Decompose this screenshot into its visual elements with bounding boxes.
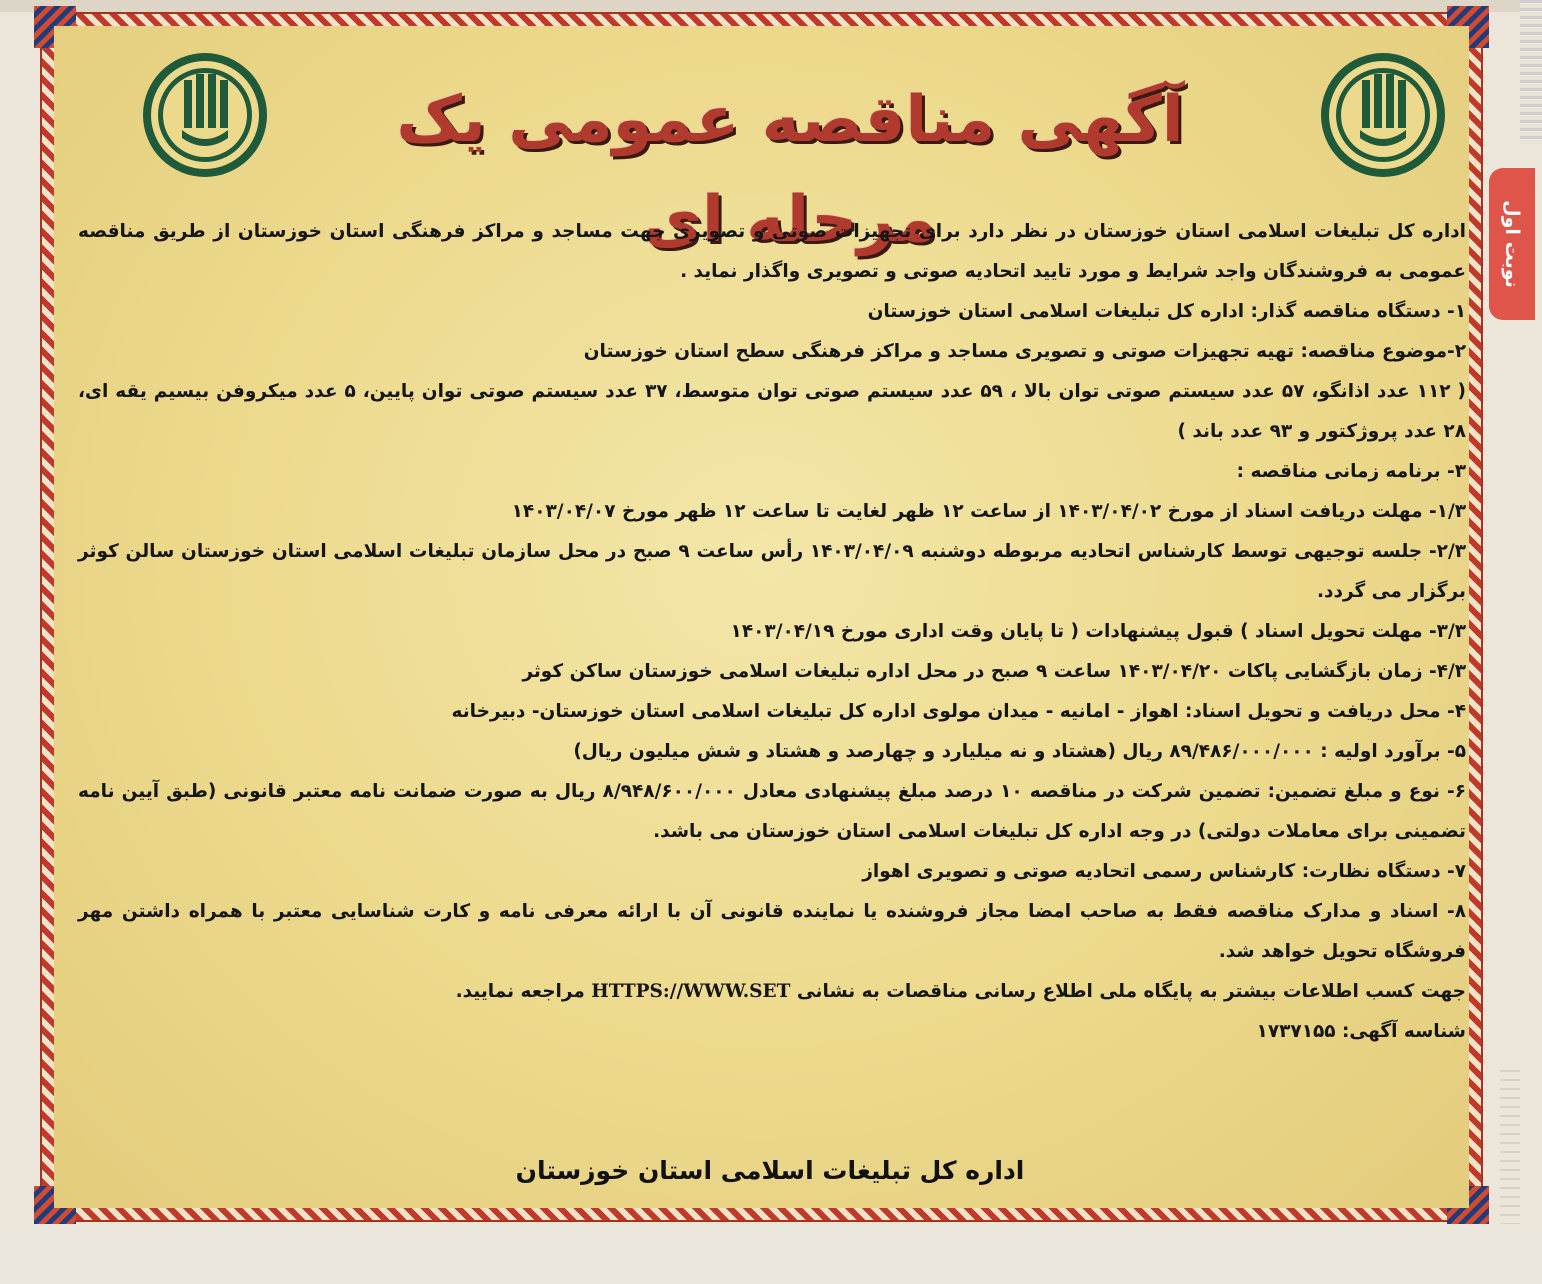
more-info-url: HTTPS://WWW.SET (591, 981, 791, 1002)
issuer-signature: اداره کل تبلیغات اسلامی استان خوزستان (515, 1156, 1025, 1185)
newspaper-margin (0, 1224, 1542, 1284)
newspaper-edge (0, 0, 1542, 12)
more-info-line (78, 972, 1466, 1012)
intro-paragraph: اداره کل تبلیغات اسلامی استان خوزستان در نظر دارد برای تجهیزات صوتی و تصویری جهت مساجد و مراکز فرهنگی استان خوزستان از طریق مناقصه عمومی به فروشندگان واجد شرایط و مورد تایید اتحادیه صوتی و تصویری واگذار نماید . (78, 221, 1466, 282)
item-schedule-2: ۲/۳- جلسه توجیهی توسط کارشناس اتحادیه مربوطه دوشنبه ۱۴۰۳/۰۴/۰۹ رأس ساعت ۹ صبح در محل سازمان تبلیغات اسلامی استان خوزستان سالن کوثر برگزار می گردد. (78, 541, 1466, 602)
item-guarantee: ۶- نوع و مبلغ تضمین: تضمین شرکت در مناقصه ۱۰ درصد مبلغ پیشنهادی معادل ۸/۹۴۸/۶۰۰/۰۰۰ ریال به صورت ضمانت نامه معتبر قانونی (طبق آیین نامه تضمینی برای معاملات دولتی) در وجه اداره کل تبلیغات اسلامی استان خوزستان می باشد. (78, 781, 1466, 842)
item-schedule-3: ۳/۳- مهلت تحویل اسناد ) قبول پیشنهادات ( تا پایان وقت اداری مورخ ۱۴۰۳/۰۴/۱۹ (730, 621, 1466, 642)
item-tender-authority: ۱- دستگاه مناقصه گذار: اداره کل تبلیغات اسلامی استان خوزستان (867, 301, 1466, 322)
more-info-text: جهت کسب اطلاعات بیشتر به پایگاه ملی اطلاع رسانی مناقصات به نشانی (796, 981, 1466, 1002)
item-tender-subject: ۲-موضوع مناقصه: تهیه تجهیزات صوتی و تصویری مساجد و مراکز فرهنگی سطح استان خوزستان (583, 341, 1466, 362)
edition-tab (1489, 168, 1535, 320)
item-delivery-terms: ۸- اسناد و مدارک مناقصه فقط به صاحب امضا مجاز فروشنده یا نماینده قانونی آن با ارائه معرفی نامه و کارت شناسایی معتبر با همراه داشتن مهر فروشگاه تحویل خواهد شد. (78, 901, 1466, 962)
item-schedule-4: ۴/۳- زمان بازگشایی پاکات ۱۴۰۳/۰۴/۲۰ ساعت ۹ صبح در محل اداره تبلیغات اسلامی خوزستان ساکن کوثر (522, 661, 1466, 682)
item-schedule-1: ۱/۳- مهلت دریافت اسناد از مورخ ۱۴۰۳/۰۴/۰۲ از ساعت ۱۲ ظهر لغایت تا ساعت ۱۲ ظهر مورخ ۱۴۰۳/۰۴/۰۷ (511, 501, 1466, 522)
ad-title: آگهی مناقصه عمومی یک مرحله ای (396, 83, 1184, 257)
page-edge-stripes (1520, 0, 1542, 140)
ad-body (78, 212, 1466, 1052)
ad-id: شناسه آگهی: ۱۷۳۷۱۵۵ (1256, 1021, 1466, 1042)
item-equipment-list: ( ۱۱۲ عدد اذانگو، ۵۷ عدد سیستم صوتی توان بالا ، ۵۹ عدد سیستم صوتی توان متوسط، ۳۷ عدد سیستم صوتی توان پایین، ۵ عدد میکروفن بیسیم یقه ای، ۲۸ عدد پروژکتور و ۹۳ عدد باند ) (78, 381, 1466, 442)
item-supervisor: ۷- دستگاه نظارت: کارشناس رسمی اتحادیه صوتی و تصویری اهواز (862, 861, 1466, 882)
emblem-logo-icon (140, 50, 270, 180)
emblem-logo-icon (1318, 50, 1448, 180)
item-schedule-heading: ۳- برنامه زمانی مناقصه : (1236, 461, 1466, 482)
item-initial-estimate: ۵- برآورد اولیه : ۸۹/۴۸۶/۰۰۰/۰۰۰ ریال (هشتاد و نه میلیارد و چهارصد و هشتاد و شش میلیون ریال) (573, 741, 1466, 762)
edition-tab-label: نوبت اول (1501, 200, 1523, 288)
more-info-tail: مراجعه نمایید. (455, 981, 585, 1002)
item-documents-location: ۴- محل دریافت و تحویل اسناد: اهواز - امانیه - میدان مولوی اداره کل تبلیغات اسلامی استان خوزستان- دبیرخانه (451, 701, 1466, 722)
